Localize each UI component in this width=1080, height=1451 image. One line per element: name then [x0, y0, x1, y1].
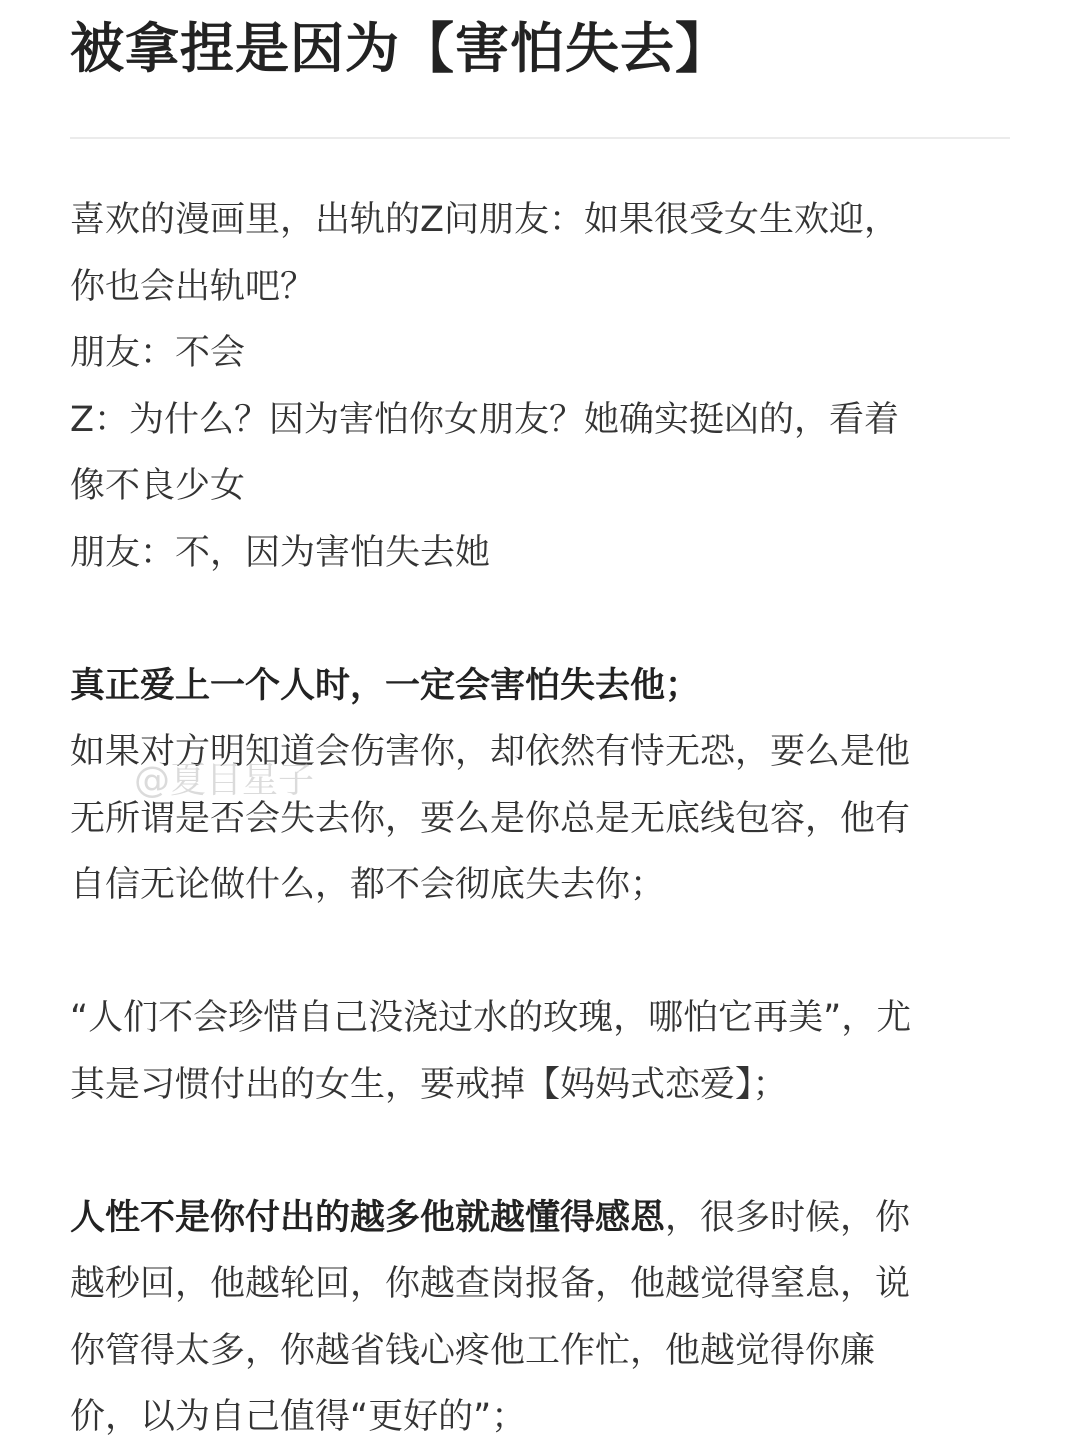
title-divider — [70, 137, 1010, 139]
article-title: 被拿捏是因为【害怕失去】 — [70, 17, 730, 80]
text-line: 像不良少女 — [70, 466, 246, 506]
text-line: 价，以为自己值得“更好的”； — [70, 1397, 527, 1437]
article — [70, 0, 1010, 1451]
text-line: 喜欢的漫画里，出轨的Z问朋友：如果很受女生欢迎， — [70, 200, 899, 240]
paragraph-gap — [70, 919, 1010, 986]
text-line-mixed — [70, 1185, 1010, 1252]
paragraph-rose-quote — [70, 985, 1010, 1118]
text-line: 其是习惯付出的女生，要戒掉【妈妈式恋爱】； — [70, 1064, 788, 1105]
paragraph-gap — [70, 586, 1010, 653]
text-line: 朋友：不，因为害怕失去她 — [70, 532, 491, 573]
text-line: Z：为什么？因为害怕你女朋友？她确实挺凶的，看着 — [70, 399, 899, 440]
article-body — [70, 187, 1010, 1451]
text-fragment: ，很多时候，你 — [665, 1197, 911, 1238]
text-line: 自信无论做什么，都不会彻底失去你； — [70, 865, 666, 905]
paragraph-dialogue — [70, 187, 1010, 586]
text-line: 越秒回，他越轮回，你越查岗报备，他越觉得窒息，说 — [70, 1264, 911, 1304]
text-line: 朋友：不会 — [70, 333, 246, 373]
text-line: 如果对方明知道会伤害你，却依然有恃无恐，要么是他 — [70, 732, 911, 772]
text-line: 你也会出轨吧？ — [70, 266, 316, 307]
text-line: “人们不会珍惜自己没浇过水的玫瑰，哪怕它再美”，尤 — [70, 998, 912, 1038]
bold-phrase: 人性不是你付出的越多他就越懂得感恩 — [70, 1197, 666, 1238]
bold-heading-line: 真正爱上一个人时，一定会害怕失去他； — [70, 665, 701, 706]
paragraph-human-nature — [70, 1185, 1010, 1451]
paragraph-gap — [70, 1118, 1010, 1185]
watermark: @夏目星子 — [134, 760, 315, 801]
paragraph-fear-of-loss — [70, 653, 1010, 919]
text-line: 你管得太多，你越省钱心疼他工作忙，他越觉得你廉 — [70, 1330, 876, 1371]
text-line: 无所谓是否会失去你，要么是你总是无底线包容，他有 — [70, 798, 911, 839]
